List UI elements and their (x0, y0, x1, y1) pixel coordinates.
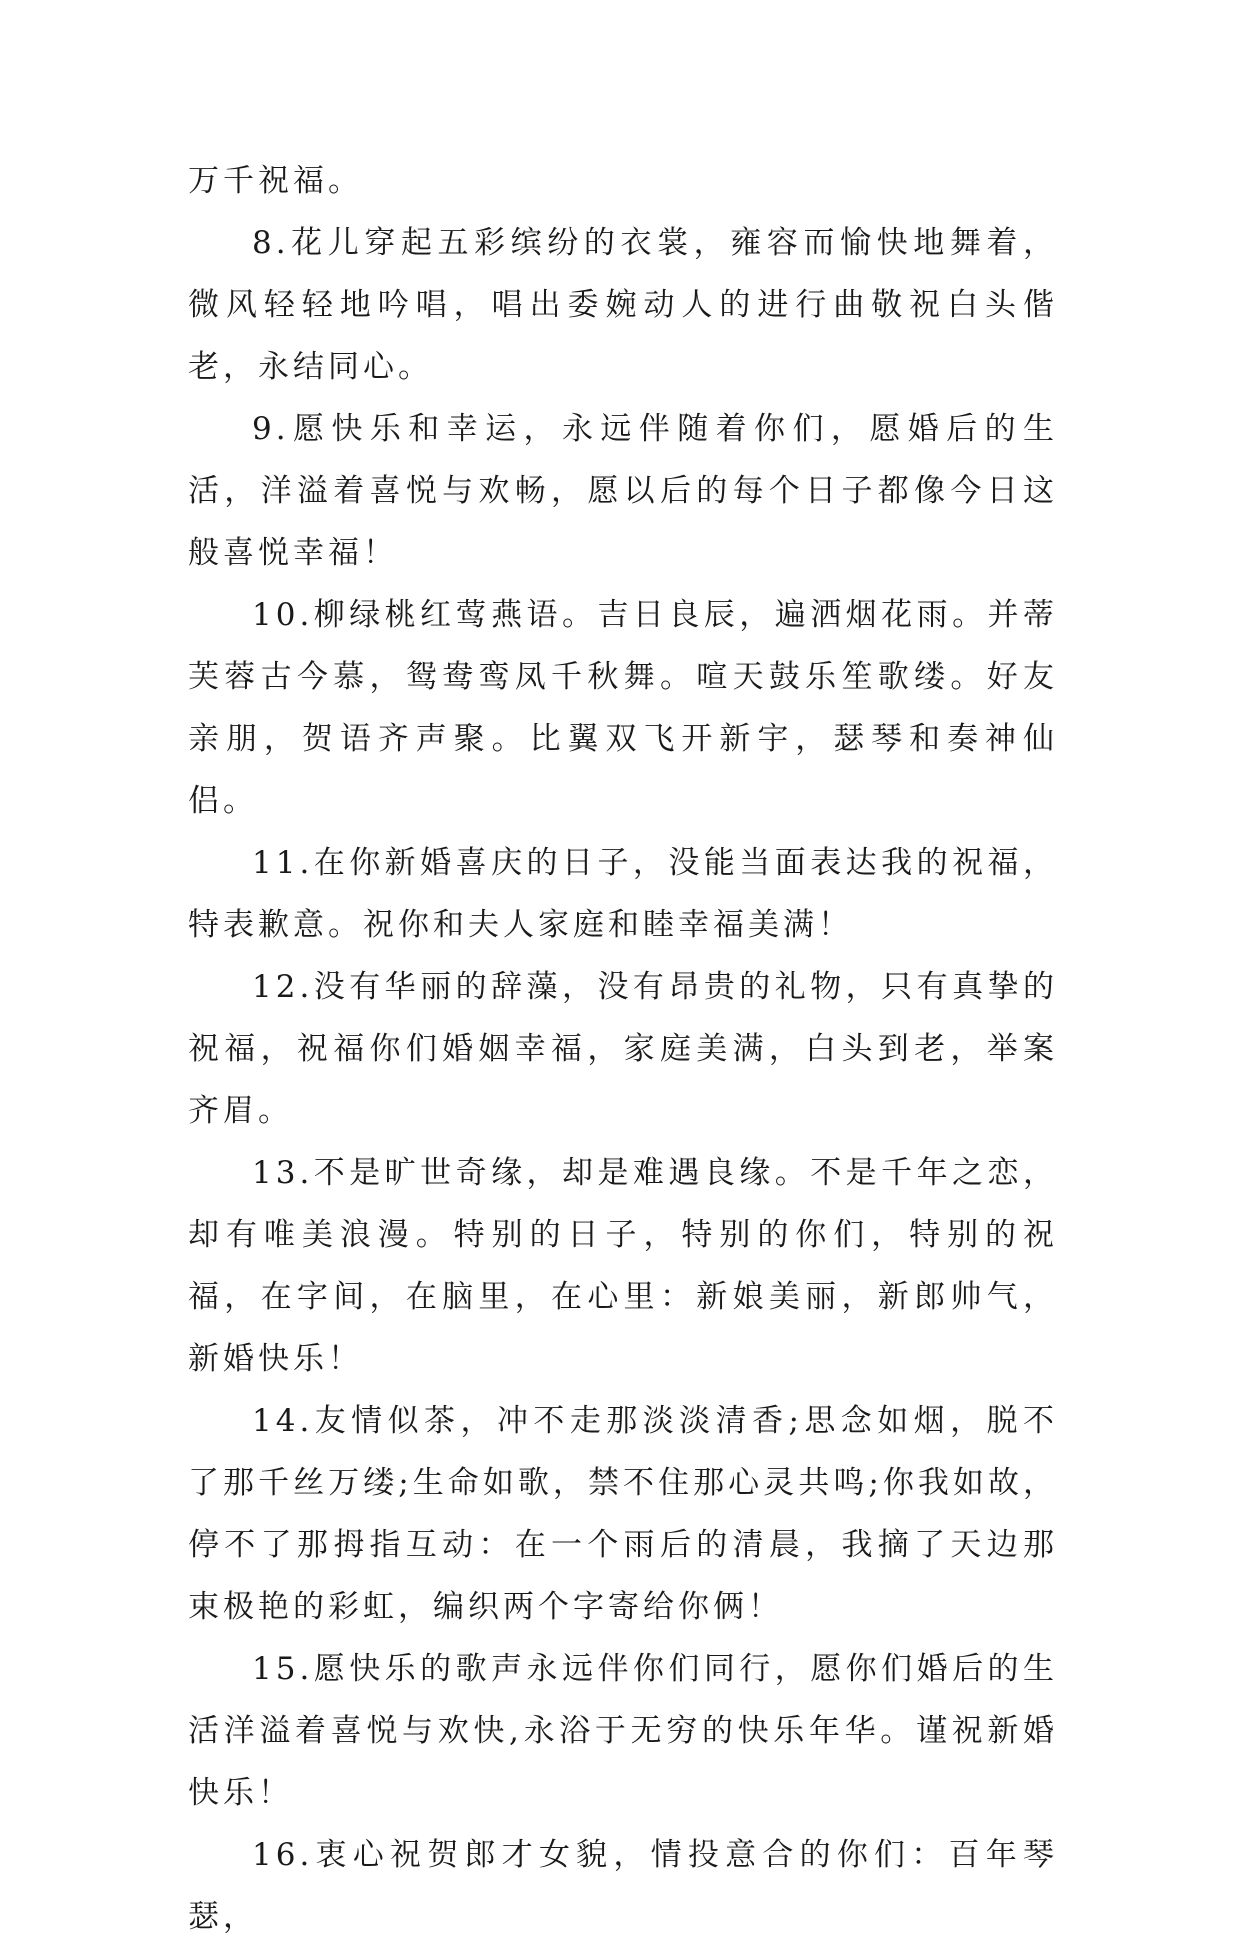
paragraph-continuation: 万千祝福。 (188, 163, 363, 199)
paragraph-item-11: 11.在你新婚喜庆的日子，没能当面表达我的祝福，特表歉意。祝你和夫人家庭和睦幸福美满！ (188, 845, 1058, 943)
paragraph-item-9: 9.愿快乐和幸运，永远伴随着你们，愿婚后的生活，洋溢着喜悦与欢畅，愿以后的每个日子都像今日这般喜悦幸福！ (188, 411, 1058, 571)
document-page (188, 150, 1058, 1948)
paragraph-item-12: 12.没有华丽的辞藻，没有昂贵的礼物，只有真挚的祝福，祝福你们婚姻幸福，家庭美满，白头到老，举案齐眉。 (188, 969, 1058, 1129)
paragraph-item-10: 10.柳绿桃红莺燕语。吉日良辰，遍洒烟花雨。并蒂芙蓉古今慕，鸳鸯鸾凤千秋舞。喧天鼓乐笙歌缕。好友亲朋，贺语齐声聚。比翼双飞开新宇，瑟琴和奏神仙侣。 (188, 597, 1058, 819)
paragraph-item-15: 15.愿快乐的歌声永远伴你们同行，愿你们婚后的生活洋溢着喜悦与欢快,永浴于无穷的快乐年华。谨祝新婚快乐！ (188, 1651, 1058, 1811)
paragraph-item-16: 16.衷心祝贺郎才女貌，情投意合的你们：百年琴瑟， (188, 1837, 1058, 1935)
paragraph-item-13: 13.不是旷世奇缘，却是难遇良缘。不是千年之恋，却有唯美浪漫。特别的日子，特别的你们，特别的祝福，在字间，在脑里，在心里：新娘美丽，新郎帅气，新婚快乐！ (188, 1155, 1058, 1377)
paragraph-item-8: 8.花儿穿起五彩缤纷的衣裳，雍容而愉快地舞着，微风轻轻地吟唱，唱出委婉动人的进行曲敬祝白头偕老，永结同心。 (188, 225, 1058, 385)
paragraph-item-14: 14.友情似茶，冲不走那淡淡清香;思念如烟，脱不了那千丝万缕;生命如歌，禁不住那心灵共鸣;你我如故，停不了那拇指互动：在一个雨后的清晨，我摘了天边那束极艳的彩虹，编织两个字寄给你俩！ (188, 1403, 1058, 1625)
